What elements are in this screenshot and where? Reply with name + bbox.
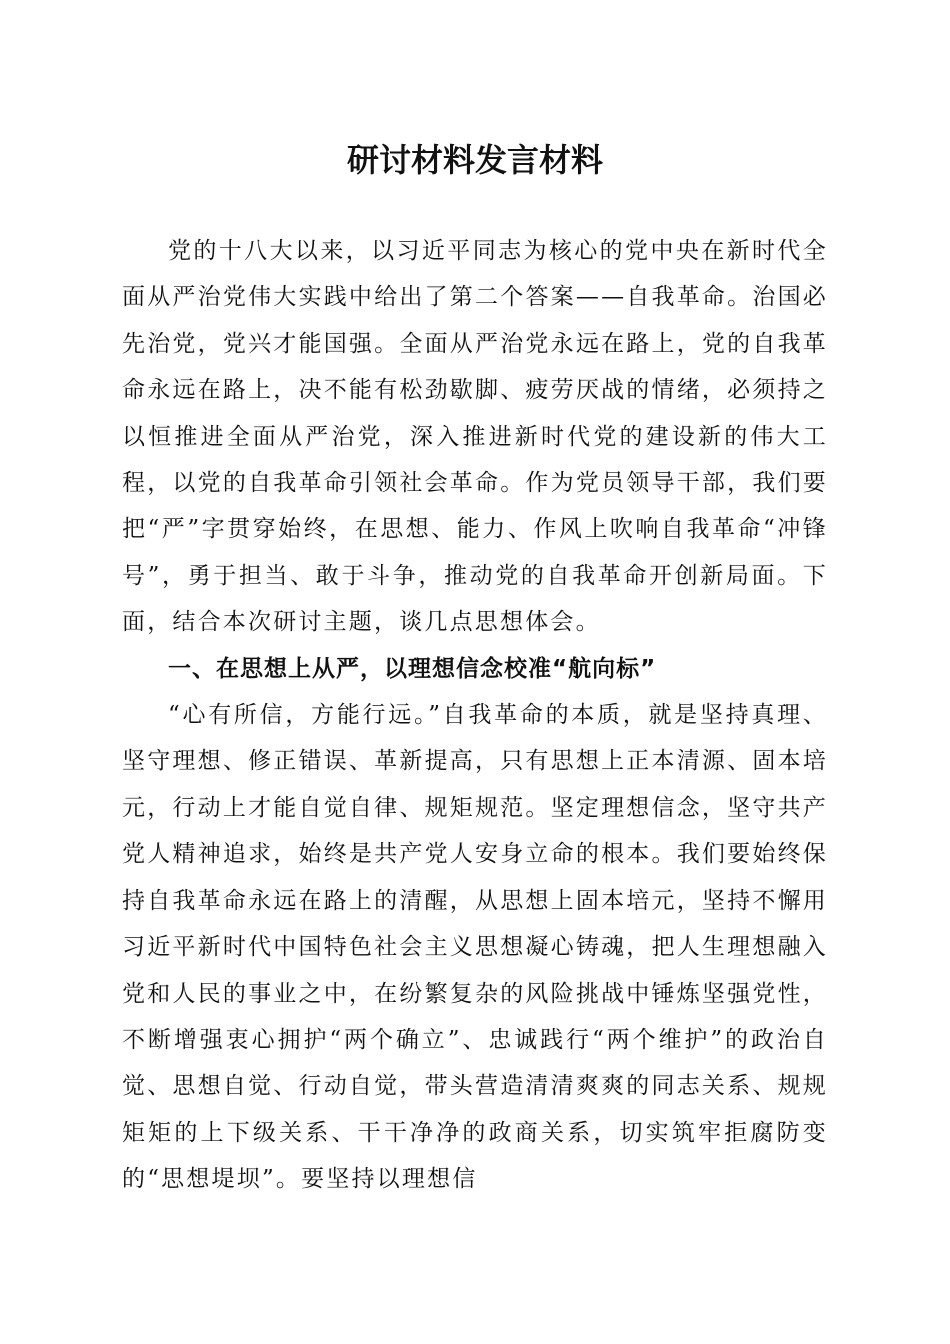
section-1-paragraph: “心有所信，方能行远。”自我革命的本质，就是坚持真理、坚守理想、修正错误、革新提高，只有思想上正本清源、固本培元，行动上才能自觉自律、规矩规范。坚定理想信念，坚守共产党人精神追求，始终是共产党人安身立命的根本。我们要始终保持自我革命永远在路上的清醒，从思想上固本培元，坚持不懈用习近平新时代中国特色社会主义思想凝心铸魂，把人生理想融入党和人民的事业之中，在纷繁复杂的风险挑战中锤炼坚强党性，不断增强衷心拥护“两个确立”、忠诚践行“两个维护”的政治自觉、思想自觉、行动自觉，带头营造清清爽爽的同志关系、规规矩矩的上下级关系、干干净净的政商关系，切实筑牢拒腐防变的“思想堤坝”。要坚持以理想信 [122,702,828,1193]
document-body [122,228,828,1203]
intro-paragraph: 党的十八大以来，以习近平同志为核心的党中央在新时代全面从严治党伟大实践中给出了第二个答案——自我革命。治国必先治党，党兴才能国强。全面从严治党永远在路上，党的自我革命永远在路上，决不能有松劲歇脚、疲劳厌战的情绪，必须持之以恒推进全面从严治党，深入推进新时代党的建设新的伟大工程，以党的自我革命引领社会革命。作为党员领导干部，我们要把“严”字贯穿始终，在思想、能力、作风上吹响自我革命“冲锋号”，勇于担当、敢于斗争，推动党的自我革命开创新局面。下面，结合本次研讨主题，谈几点思想体会。 [122,238,828,636]
section-1-heading: 一、在思想上从严，以理想信念校准“航向标” [168,655,657,682]
document-title: 研讨材料发言材料 [346,141,603,179]
